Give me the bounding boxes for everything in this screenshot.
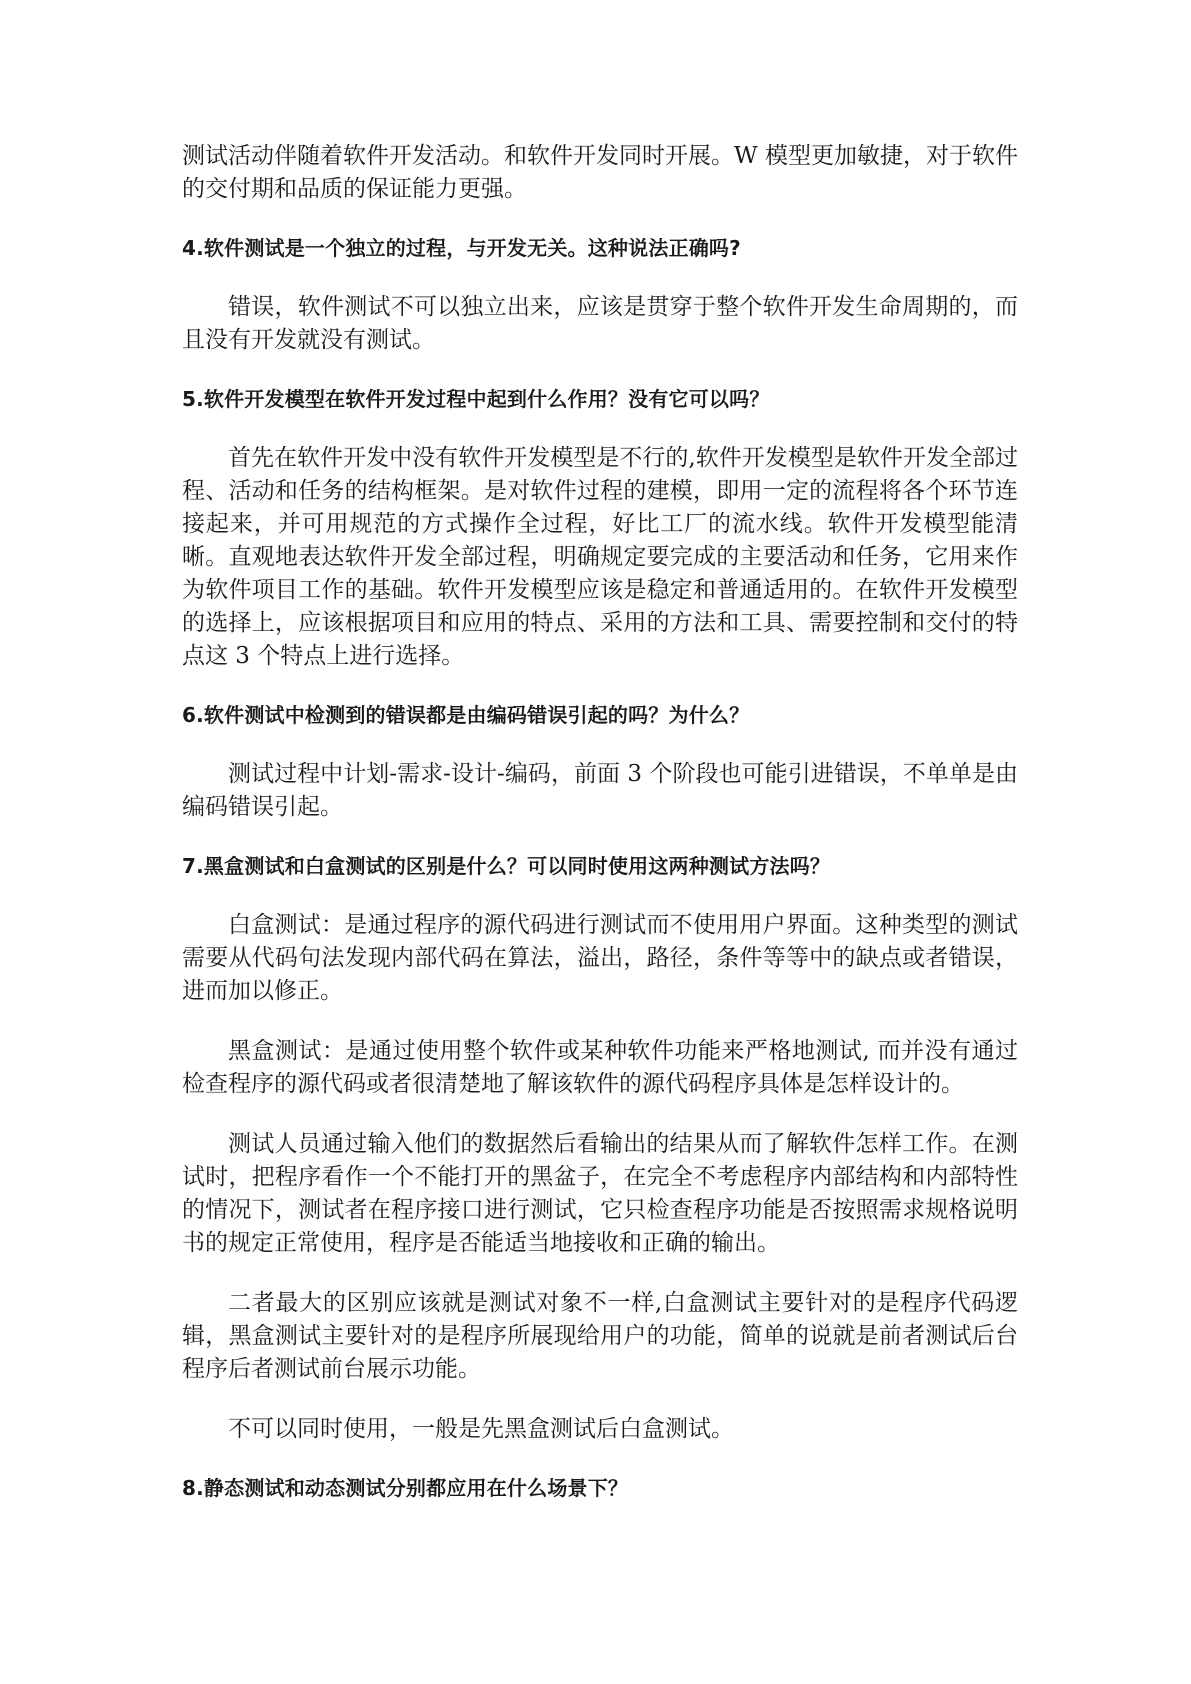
answer-paragraph: 错误，软件测试不可以独立出来，应该是贯穿于整个软件开发生命周期的，而且没有开发就没有测试。 (182, 294, 1018, 353)
answer-paragraph: 测试过程中计划-需求-设计-编码，前面 3 个阶段也可能引进错误，不单单是由编码错误引起。 (182, 761, 1018, 820)
section-q6 (182, 700, 1018, 824)
answer-paragraph: 二者最大的区别应该就是测试对象不一样,白盒测试主要针对的是程序代码逻辑，黑盒测试主要针对的是程序所展现给用户的功能，简单的说就是前者测试后台程序后者测试前台展示功能。 (182, 1290, 1018, 1382)
answer-paragraph: 不可以同时使用，一般是先黑盒测试后白盒测试。 (228, 1416, 734, 1442)
question-heading: 4.软件测试是一个独立的过程，与开发无关。这种说法正确吗? (182, 236, 741, 260)
answer-paragraph: 首先在软件开发中没有软件开发模型是不行的,软件开发模型是软件开发全部过程、活动和任务的结构框架。是对软件过程的建模，即用一定的流程将各个环节连接起来，并可用规范的方式操作全过程，好比工厂的流水线。软件开发模型能清晰。直观地表达软件开发全部过程，明确规定要完成的主要活动和任务，它用来作为软件项目工作的基础。软件开发模型应该是稳定和普通适用的。在软件开发模型的选择上，应该根据项目和应用的特点、采用的方法和工具、需要控制和交付的特点这 3 个特点上进行选择。 (182, 445, 1018, 669)
section-q4 (182, 233, 1018, 357)
question-heading: 8.静态测试和动态测试分别都应用在什么场景下？ (182, 1476, 629, 1500)
document-page (182, 140, 1018, 1531)
answer-paragraph: 白盒测试：是通过程序的源代码进行测试而不使用用户界面。这种类型的测试需要从代码句法发现内部代码在算法，溢出，路径，条件等等中的缺点或者错误，进而加以修正。 (182, 912, 1018, 1004)
question-heading: 6.软件测试中检测到的错误都是由编码错误引起的吗？为什么？ (182, 703, 750, 727)
answer-paragraph: 测试人员通过输入他们的数据然后看输出的结果从而了解软件怎样工作。在测试时，把程序看作一个不能打开的黑盆子，在完全不考虑程序内部结构和内部特性的情况下，测试者在程序接口进行测试，它只检查程序功能是否按照需求规格说明书的规定正常使用，程序是否能适当地接收和正确的输出。 (182, 1131, 1018, 1256)
answer-paragraph: 黑盒测试：是通过使用整个软件或某种软件功能来严格地测试, 而并没有通过检查程序的源代码或者很清楚地了解该软件的源代码程序具体是怎样设计的。 (182, 1038, 1018, 1097)
section-q8 (182, 1473, 1018, 1503)
section-q5 (182, 384, 1018, 673)
question-heading: 5.软件开发模型在软件开发过程中起到什么作用？没有它可以吗？ (182, 387, 770, 411)
intro-paragraph: 测试活动伴随着软件开发活动。和软件开发同时开展。W 模型更加敏捷，对于软件的交付期和品质的保证能力更强。 (182, 143, 1018, 202)
question-heading: 7.黑盒测试和白盒测试的区别是什么？可以同时使用这两种测试方法吗？ (182, 854, 831, 878)
section-q7 (182, 851, 1018, 1446)
